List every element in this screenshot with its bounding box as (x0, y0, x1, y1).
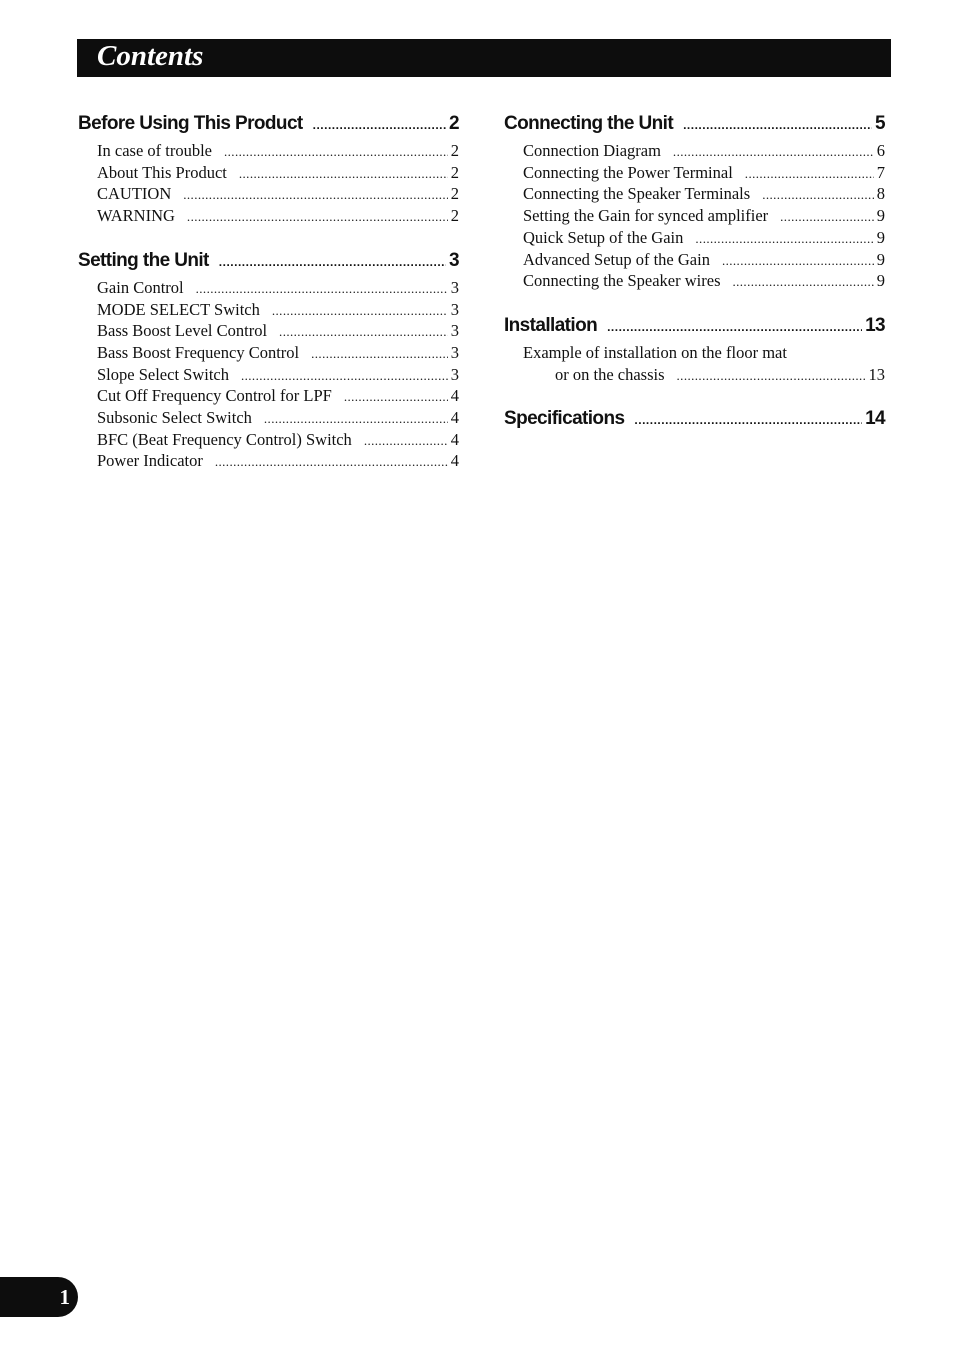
toc-entry[interactable] (97, 205, 459, 227)
entry-page-number: 3 (450, 299, 459, 319)
dot-leader (344, 390, 448, 403)
page-number-tab (0, 1277, 78, 1317)
dot-leader (279, 325, 448, 338)
toc-entry[interactable] (523, 205, 885, 227)
section-page-number: 2 (449, 113, 459, 134)
toc-entry-continuation (523, 364, 885, 386)
entry-page-number: 3 (450, 342, 459, 362)
entry-page-number: 2 (450, 162, 459, 182)
section-title: Setting the Unit (78, 249, 209, 271)
entry-page-number: 2 (450, 206, 459, 226)
dot-leader (722, 254, 874, 267)
toc-entry[interactable] (97, 385, 459, 407)
toc-entry[interactable] (97, 299, 459, 321)
section-title: Before Using This Product (78, 113, 303, 134)
section-page-number: 14 (865, 408, 885, 430)
dot-leader (196, 282, 448, 295)
dot-leader (732, 275, 873, 288)
toc-entry[interactable] (97, 162, 459, 184)
toc-entry[interactable] (97, 429, 459, 451)
entry-label: BFC (Beat Frequency Control) Switch (97, 429, 352, 449)
entry-label-continued: or on the chassis (555, 364, 665, 384)
entry-page-number: 2 (450, 141, 459, 160)
entry-page-number: 2 (450, 184, 459, 204)
toc-entry-multiline[interactable] (523, 342, 885, 385)
dot-leader (183, 188, 448, 201)
entry-label: Connecting the Power Terminal (523, 162, 733, 182)
dot-leader (745, 167, 874, 180)
section-title: Installation (504, 314, 598, 336)
entry-label: Slope Select Switch (97, 364, 229, 384)
page-title: Contents (97, 40, 204, 72)
entry-label: Quick Setup of the Gain (523, 227, 684, 247)
entry-label: Bass Boost Level Control (97, 321, 268, 341)
toc-entry[interactable] (97, 320, 459, 342)
entry-page-number: 4 (450, 386, 459, 406)
dot-leader (364, 434, 448, 447)
dot-leader (264, 412, 448, 425)
entry-page-number: 9 (876, 206, 885, 226)
entry-page-number: 4 (450, 429, 459, 449)
entry-label: In case of trouble (97, 141, 212, 160)
page-number: 1 (59, 1285, 70, 1309)
toc-section-setting-unit (78, 245, 459, 472)
toc-entry[interactable] (523, 183, 885, 205)
toc-section-specifications (504, 403, 885, 435)
section-title: Specifications (504, 408, 625, 430)
dot-leader (241, 369, 448, 382)
dot-leader (239, 167, 448, 180)
toc-entry[interactable] (97, 407, 459, 429)
toc-section-installation (504, 310, 885, 385)
dot-leader (224, 145, 448, 158)
dot-leader (313, 119, 446, 131)
dot-leader (780, 210, 874, 223)
entry-label: About This Product (97, 162, 227, 182)
toc-section-connecting-unit (504, 108, 885, 292)
toc-entry[interactable] (97, 140, 459, 162)
toc-section-heading[interactable] (504, 403, 885, 435)
entry-page-number: 9 (876, 227, 885, 247)
entry-label: Cut Off Frequency Control for LPF (97, 386, 332, 406)
entry-label: Example of installation on the floor mat (523, 342, 787, 362)
contents-title-bar (77, 39, 891, 77)
dot-leader (311, 347, 448, 360)
entry-label: Connection Diagram (523, 141, 661, 160)
entry-page-number: 7 (876, 162, 885, 182)
entry-label: Advanced Setup of the Gain (523, 249, 710, 269)
dot-leader (683, 119, 872, 131)
entry-label: CAUTION (97, 184, 172, 204)
toc-entry[interactable] (523, 227, 885, 249)
dot-leader (695, 232, 873, 245)
toc-entry[interactable] (523, 270, 885, 292)
section-page-number: 3 (449, 249, 459, 271)
entry-label: Bass Boost Frequency Control (97, 342, 300, 362)
dot-leader (215, 455, 448, 468)
toc-entry[interactable] (523, 249, 885, 271)
entry-label: Gain Control (97, 277, 184, 297)
entry-page-number: 3 (450, 277, 459, 297)
entry-label: WARNING (97, 206, 175, 226)
section-page-number: 5 (875, 113, 885, 134)
entry-page-number: 9 (876, 271, 885, 291)
entry-page-number: 8 (876, 184, 885, 204)
toc-right-column (504, 108, 885, 453)
entry-page-number: 13 (868, 364, 885, 384)
dot-leader (762, 188, 874, 201)
dot-leader (187, 210, 448, 223)
entry-label: Subsonic Select Switch (97, 408, 252, 428)
toc-entry[interactable] (97, 277, 459, 299)
toc-section-heading[interactable] (78, 245, 459, 277)
toc-section-before-using (78, 108, 459, 227)
toc-entry[interactable] (97, 342, 459, 364)
toc-section-heading[interactable] (78, 108, 459, 140)
section-title: Connecting the Unit (504, 113, 674, 134)
section-page-number: 13 (865, 314, 885, 336)
dot-leader (607, 321, 862, 333)
toc-entry[interactable] (97, 450, 459, 472)
toc-entry[interactable] (97, 183, 459, 205)
toc-entry[interactable] (523, 140, 885, 162)
entry-page-number: 4 (450, 408, 459, 428)
entry-page-number: 3 (450, 321, 459, 341)
toc-left-column (78, 108, 459, 490)
dot-leader (219, 256, 446, 268)
entry-page-number: 4 (450, 451, 459, 471)
entry-label: Setting the Gain for synced amplifier (523, 206, 769, 226)
toc-entry (523, 342, 885, 364)
dot-leader (673, 145, 874, 158)
toc-section-heading[interactable] (504, 108, 885, 140)
toc-section-heading[interactable] (504, 310, 885, 342)
entry-page-number: 3 (450, 364, 459, 384)
entry-label: Connecting the Speaker Terminals (523, 184, 751, 204)
entry-label: Power Indicator (97, 451, 203, 471)
toc-entry[interactable] (523, 162, 885, 184)
toc-entry[interactable] (97, 364, 459, 386)
entry-label: MODE SELECT Switch (97, 299, 260, 319)
entry-page-number: 6 (876, 141, 885, 160)
entry-page-number: 9 (876, 249, 885, 269)
entry-label: Connecting the Speaker wires (523, 271, 721, 291)
dot-leader (272, 304, 448, 317)
dot-leader (634, 414, 862, 426)
dot-leader (677, 369, 866, 382)
